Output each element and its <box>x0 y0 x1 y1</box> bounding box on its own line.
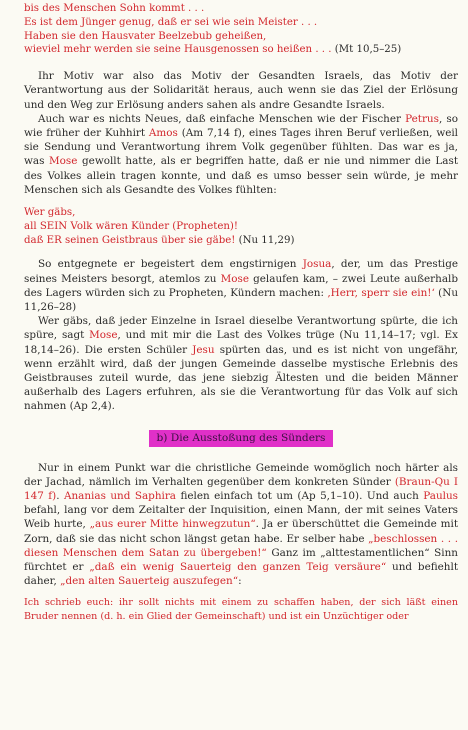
citation-highlight: (Braun-Qu I 147 f) <box>24 475 458 503</box>
text: (Am 7,14 f), eines Tages ihren Beruf verließen, weil sie Sendung und Verantwortung ihrem Volk gegenüber fühlten. Das war es ja, was <box>24 127 459 168</box>
text: So entgegnete er begeistert dem engstirnigen <box>38 258 303 271</box>
quote-line: Es ist dem Jünger genug, daß er sei wie sein Meister . . . <box>24 16 318 28</box>
name-highlight: Amos <box>148 127 178 139</box>
text: (Nu 11,26–28) <box>24 286 459 314</box>
quote-highlight: „daß ein wenig Sauerteig den ganzen Teig versäure“ <box>89 561 387 574</box>
quote-line: Haben sie den Hausvater Beelzebub geheißen, <box>24 30 267 42</box>
name-highlight: Mose <box>89 329 118 342</box>
quote-text: wieviel mehr werden sie seine Hausgenossen so heißen . . . <box>24 44 332 56</box>
name-highlight: Jesu <box>192 343 215 356</box>
quote-matthew <box>24 0 458 57</box>
text: Auch war es nichts Neues, daß einfache Menschen wie der Fischer <box>38 112 406 125</box>
section-heading-wrap <box>24 426 458 447</box>
text: . <box>56 490 64 503</box>
text: Ganz im „alttestamentlichen“ Sinn fürchtet er <box>24 546 458 574</box>
paragraph: Ihr Motiv war also das Motiv der Gesandten Israels, das Motiv der Verantwortung aus der Solidarität heraus, auch wenn sie das Ziel der Erlösung und den Weg zur Erlösung anders sahen als andre Gesandte Israels. <box>24 70 458 111</box>
quote-highlight: „aus eurer Mitte hinwegzutun“ <box>89 518 256 531</box>
text: gelaufen kam, – zwei Leute außerhalb des Lagers würden sich zu Propheten, Kündern machen: <box>24 272 458 299</box>
paragraph <box>24 112 458 197</box>
section-heading: b) Die Ausstoßung des Sünders <box>149 430 334 447</box>
quote-line <box>24 234 458 248</box>
quote-highlight: „den alten Sauerteig auszufegen“ <box>60 575 239 588</box>
text: Nur in einem Punkt war die christliche Gemeinde womöglich noch härter als der Jachad, nämlich im Verhalten gegenüber dem konkreten Sünder <box>24 461 458 488</box>
quote-text: daß ER seinen Geistbraus über sie gäbe! <box>24 234 236 246</box>
name-highlight: Mose <box>49 155 78 168</box>
quote-highlight: „beschlossen . . . diesen Menschen dem Satan zu übergeben!“ <box>24 532 458 559</box>
text: , der, um das Prestige seines Meisters besorgt, atemlos zu <box>24 258 458 285</box>
name-highlight: Petrus <box>405 112 439 125</box>
quote-corinthians: Ich schrieb euch: ihr sollt nichts mit einem zu schaffen haben, der sich läßt einen Bruder nennen (d. h. ein Glied der Gemeinschaft) und ist ein Unzüchtiger oder <box>24 597 458 622</box>
text: Wer gäbs, daß jeder Einzelne in Israel dieselbe Verantwortung spürte, die ich spüre, sagt <box>24 315 458 342</box>
name-highlight: Ananias und Saphira <box>63 490 176 503</box>
text: , so wie früher der Kuhhirt <box>24 112 458 139</box>
quote-reference: (Mt 10,5–25) <box>334 44 402 56</box>
name-highlight: Paulus <box>423 490 459 503</box>
text: , und mit mir die Last des Volkes trüge (Nu 11,14–17; vgl. Ex 18,14–26). Die ersten Schüler <box>24 329 458 356</box>
text: spürten das, und es ist nicht von ungefähr, wenn erzählt wird, daß der jungen Gemeinde dasselbe mystische Erlebnis des Geistbrauses zuteil wurde, das jene siebzig Ältesten und die beiden Männer außerhalb des Lagers erfuhren, als sie die Verantwortung für das Volk auf sich nahmen (Ap 2,4). <box>24 343 458 413</box>
text: und befiehlt daher, <box>24 561 458 588</box>
quote-highlight: ‚Herr, sperr sie ein!‘ <box>327 286 435 299</box>
paragraph <box>24 314 458 413</box>
text: fielen einfach tot um (Ap 5,1–10). Und auch <box>176 490 424 503</box>
text: : <box>238 575 242 588</box>
quote-reference: (Nu 11,29) <box>238 234 295 246</box>
quote-line: all SEIN Volk wären Künder (Propheten)! <box>24 220 239 232</box>
text: . Ja er überschüttet die Gemeinde mit Zorn, daß sie das nicht schon längst getan habe. Er selber habe <box>24 518 458 545</box>
name-highlight: Josua <box>302 258 332 271</box>
paragraph <box>24 461 458 589</box>
quote-line: bis des Menschen Sohn kommt . . . <box>24 3 205 14</box>
paragraph <box>24 257 458 314</box>
name-highlight: Mose <box>220 272 249 285</box>
quote-numbers <box>24 206 458 247</box>
text: gewollt hatte, als er begriffen hatte, daß er nie und nimmer die Last des Volkes allein tragen konnte, und daß es umso besser sein würde, je mehr Menschen sich als Gesandte des Volkes fühlten: <box>24 155 458 196</box>
text: befahl, lang vor dem Zeitalter der Inquisition, einen Mann, der mit seines Vaters Weib hurte, <box>24 504 458 531</box>
quote-line: Wer gäbs, <box>24 207 76 219</box>
quote-line <box>24 43 458 57</box>
